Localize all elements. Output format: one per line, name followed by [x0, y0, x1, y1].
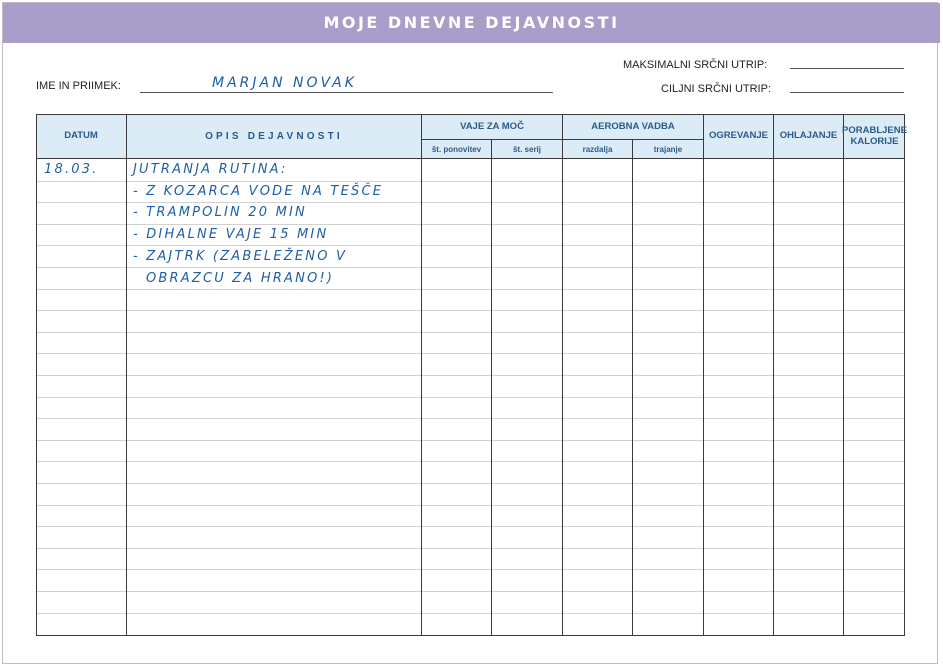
name-underline	[140, 92, 553, 93]
max-heart-rate-field[interactable]	[790, 68, 904, 69]
header-bottom-rule	[36, 158, 905, 159]
subheader-razdalja: razdalja	[582, 144, 613, 154]
header-ogrevanje: OGREVANJE	[709, 130, 768, 142]
entry-date[interactable]: 18.03.	[44, 162, 99, 177]
column-divider	[632, 139, 633, 636]
entry-line[interactable]: - Z KOZARCA VODE NA TEŠČE	[133, 184, 384, 199]
entry-line[interactable]: OBRAZCU ZA HRANO!)	[146, 271, 335, 286]
column-divider	[703, 114, 704, 636]
column-divider	[773, 114, 774, 636]
header-porabljene-kalorije: PORABLJENE KALORIJE	[842, 125, 907, 147]
entry-line[interactable]: JUTRANJA RUTINA:	[133, 162, 288, 177]
column-divider	[491, 139, 492, 636]
target-heart-rate-field[interactable]	[790, 92, 904, 93]
subheader-st-ponovitev: št. ponovitev	[431, 144, 482, 154]
header-ohlajanje: OHLAJANJE	[779, 130, 838, 142]
column-divider	[421, 114, 422, 636]
header-datum: DATUM	[64, 130, 98, 142]
subheader-st-serij: št. serij	[512, 144, 541, 154]
name-field[interactable]: MARJAN NOVAK	[212, 75, 357, 91]
header-opis-dejavnosti: OPIS DEJAVNOSTI	[205, 131, 343, 142]
column-divider	[562, 114, 563, 636]
column-divider	[126, 114, 127, 636]
header-vaje-za-moc: VAJE ZA MOČ	[460, 120, 524, 132]
entry-line[interactable]: - TRAMPOLIN 20 MIN	[133, 205, 307, 220]
subheader-trajanje: trajanje	[653, 144, 683, 154]
target-heart-rate-label: CILJNI SRČNI UTRIP:	[661, 83, 772, 95]
max-heart-rate-label: MAKSIMALNI SRČNI UTRIP:	[623, 59, 768, 71]
column-divider	[843, 114, 844, 636]
header-aerobna-vadba: AEROBNA VADBA	[591, 120, 675, 132]
page-title: MOJE DNEVNE DEJAVNOSTI	[3, 3, 940, 43]
entry-line[interactable]: - DIHALNE VAJE 15 MIN	[133, 227, 329, 242]
name-label: IME IN PRIIMEK:	[36, 80, 121, 92]
entry-line[interactable]: - ZAJTRK (ZABELEŽENO V	[133, 249, 348, 264]
